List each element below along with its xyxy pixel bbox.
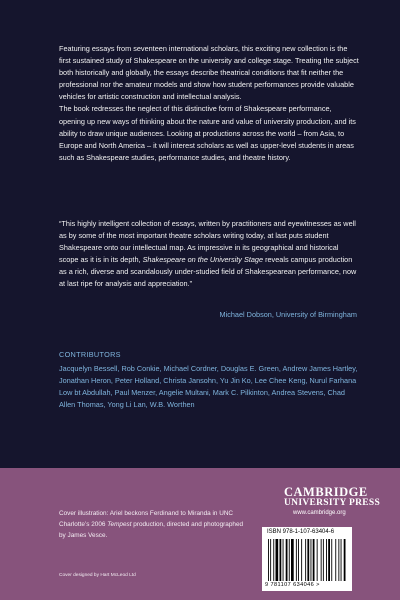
isbn-label: ISBN 978-1-107-63404-6 xyxy=(267,529,335,535)
blurb xyxy=(59,43,359,164)
cover-credit-play-title: Tempest xyxy=(107,521,132,528)
publisher-logo xyxy=(284,486,384,518)
barcode-digits: 9 781107 634046 > xyxy=(265,582,320,588)
contributors-heading: CONTRIBUTORS xyxy=(59,350,121,359)
publisher-name-line-1: CAMBRIDGE xyxy=(284,485,368,499)
publisher-url: www.cambridge.org xyxy=(293,510,346,516)
quote-text-part-2: reveals campus production as a rich, diverse and scandalously under-studied field of Shakespearean performance, now at last ripe for analysis and appreciation.” xyxy=(59,255,357,289)
barcode-box xyxy=(262,527,352,591)
contributors-list: Jacquelyn Bessell, Rob Conkie, Michael Cordner, Douglas E. Green, Andrew James Hartley, Jonathan Heron, Peter Holland, Christa Jansohn, Yu Jin Ko, Lee Chee Keng, Nurul Farhana Low bt Abdullah, Paul Menzer, Angelie Multani, Mark C. Pilkinton, Andrea Stevens, Chad Allen Thomas, Yong Li Lan, W.B. Worthen xyxy=(59,364,358,410)
quote-book-title: Shakespeare on the University Stage xyxy=(142,255,264,265)
cover-credit-part-2: production, directed and photographed by James Vesce. xyxy=(59,521,244,539)
cover-designer-credit: Cover designed by Hart McLeod Ltd xyxy=(59,573,136,578)
review-quote-text xyxy=(59,218,359,291)
cover-illustration-credit xyxy=(59,508,249,541)
cover-credit-part-1: Cover illustration: Ariel beckons Ferdinand to Miranda in UNC Charlotte’s 2006 xyxy=(59,510,234,528)
review-quote xyxy=(59,218,359,291)
barcode-bars xyxy=(268,539,346,581)
blurb-paragraph-2: The book redresses the neglect of this distinctive form of Shakespeare performance, opening up new ways of thinking about the nature and value of university production, and its ability to draw unique audiences. Looking at productions across the world – from Asia, to Europe and North America – it will interest scholars as well as upper-level students in areas such as Shakespeare studies, performance studies, and theatre history. xyxy=(59,104,356,162)
quote-text-part-1: “This highly intelligent collection of essays, written by practitioners and eyewitnesses as well as by some of the most important theatre scholars writing today, at last puts student Shakespeare onto our intellectual map. As impressive in its geographical and historical scope as it is in its depth, xyxy=(59,219,356,265)
quote-attribution: Michael Dobson, University of Birmingham xyxy=(219,310,357,319)
publisher-name-line-2: UNIVERSITY PRESS xyxy=(284,498,381,508)
blurb-paragraph-1: Featuring essays from seventeen international scholars, this exciting new collection is the first sustained study of Shakespeare on the university and college stage. Treating the subject both historically and globally, the essays describe theatrical conditions that fit neither the professional nor the amateur models and show how student performances provide valuable vehicles for artistic construction and intellectual analysis. xyxy=(59,44,359,102)
